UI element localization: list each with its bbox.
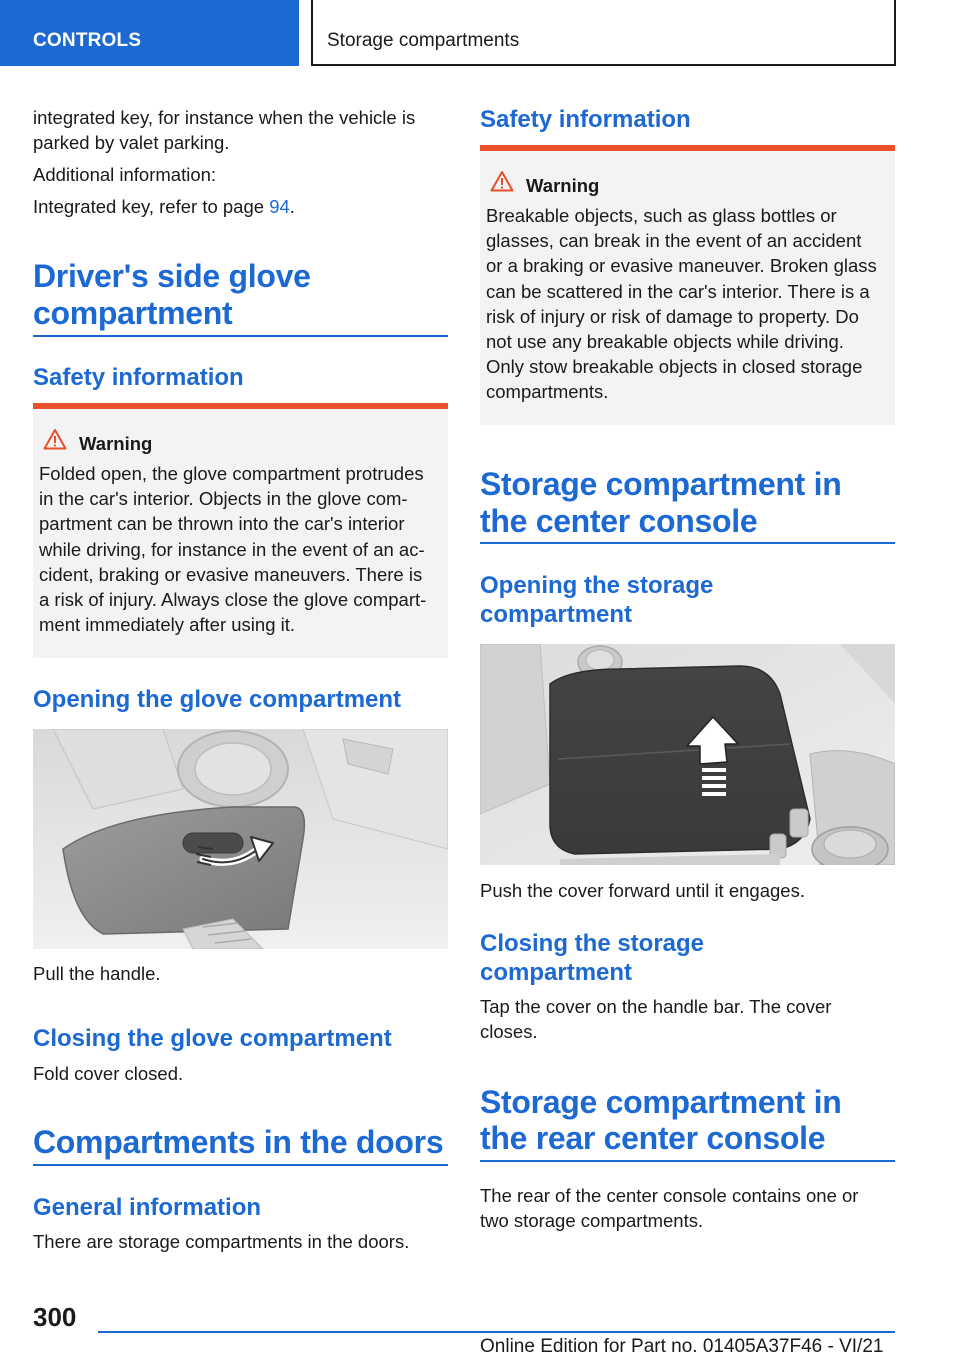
warning-box — [33, 403, 448, 658]
reference-text: Integrated key, refer to page — [33, 196, 270, 217]
warning-title: Warning — [79, 433, 153, 454]
warning-line: compartments. — [486, 381, 609, 403]
pull-handle-text: Pull the handle. — [33, 963, 161, 984]
chapter-title: Storage compartments — [327, 30, 520, 51]
heading-rule — [480, 542, 895, 544]
heading-glove-compartment-line-1: Driver's side glove — [33, 258, 311, 294]
tap-cover-line-1: Tap the cover on the handle bar. The cover — [480, 996, 832, 1017]
heading-safety-information: Safety information — [33, 364, 244, 391]
heading-rule — [33, 1164, 448, 1166]
warning-line: ment immediately after using it. — [39, 614, 296, 636]
section-title: CONTROLS — [33, 30, 142, 51]
heading-closing-glove-compartment: Closing the glove compartment — [33, 1025, 392, 1052]
heading-glove-compartment-line-2: compartment — [33, 295, 233, 331]
center-console-illustration — [480, 644, 895, 865]
intro-line-2: parked by valet parking. — [33, 132, 230, 153]
page-link-94[interactable]: 94 — [269, 196, 290, 217]
heading-closing-storage-line-2: compartment — [480, 959, 633, 986]
integrated-key-reference — [33, 194, 295, 219]
reference-end: . — [289, 196, 295, 217]
warning-line: not use any breakable objects while driving. — [486, 331, 844, 353]
heading-rear-console-line-1: Storage compartment in — [480, 1084, 842, 1120]
heading-center-console-line-1: Storage compartment in — [480, 466, 842, 502]
tap-cover-line-2: closes. — [480, 1021, 538, 1042]
glove-compartment-illustration — [33, 729, 448, 949]
heading-center-console-line-2: the center console — [480, 503, 758, 539]
warning-line: a risk of injury. Always close the glove compart- — [39, 589, 427, 611]
warning-triangle-icon — [43, 428, 67, 450]
warning-line: Folded open, the glove compartment protrudes — [39, 463, 424, 484]
warning-line: in the car's interior. Objects in the glove com- — [39, 488, 408, 510]
rear-console-line-1: The rear of the center console contains one or — [480, 1185, 859, 1206]
heading-opening-glove-compartment: Opening the glove compartment — [33, 686, 402, 713]
heading-compartments-doors: Compartments in the doors — [33, 1124, 444, 1160]
warning-text — [39, 461, 444, 637]
warning-triangle-icon — [490, 170, 514, 192]
warning-line: Only stow breakable objects in closed storage — [486, 356, 863, 378]
push-cover-text: Push the cover forward until it engages. — [480, 880, 805, 901]
additional-info-label: Additional information: — [33, 164, 217, 185]
warning-line: can be scattered in the car's interior. There is a — [486, 280, 870, 302]
warning-line: risk of injury or risk of damage to property. Do — [486, 305, 859, 327]
warning-line: while driving, for instance in the event of an ac- — [39, 538, 425, 560]
heading-opening-storage-line-1: Opening the storage — [480, 572, 714, 599]
intro-line-1: integrated key, for instance when the vehicle is — [33, 107, 416, 128]
general-information-text: There are storage compartments in the doors. — [33, 1231, 410, 1252]
rear-console-line-2: two storage compartments. — [480, 1210, 704, 1231]
warning-line: partment can be thrown into the car's interior — [39, 513, 405, 535]
warning-line: or a braking or evasive maneuver. Broken glass — [486, 255, 877, 277]
heading-opening-storage-line-2: compartment — [480, 601, 633, 628]
edition-text: Online Edition for Part no. 01405A37F46 - VI/21 — [480, 1336, 884, 1357]
warning-line: cident, braking or evasive maneuvers. There is — [39, 563, 423, 585]
heading-rear-console-line-2: the rear center console — [480, 1120, 826, 1156]
heading-rule — [33, 335, 448, 337]
page-number: 300 — [33, 1302, 77, 1332]
warning-title: Warning — [526, 175, 600, 196]
section-tab — [0, 0, 299, 66]
heading-rule — [480, 1160, 895, 1162]
warning-box-right — [480, 145, 895, 425]
warning-line: Breakable objects, such as glass bottles or — [486, 205, 837, 226]
fold-cover-text: Fold cover closed. — [33, 1063, 184, 1084]
heading-closing-storage-line-1: Closing the storage — [480, 930, 705, 957]
footer-rule — [98, 1331, 895, 1333]
heading-safety-information-right: Safety information — [480, 106, 691, 133]
chapter-header — [311, 0, 896, 66]
warning-line: glasses, can break in the event of an accident — [486, 230, 862, 252]
heading-general-information: General information — [33, 1194, 262, 1221]
warning-text — [486, 203, 891, 405]
